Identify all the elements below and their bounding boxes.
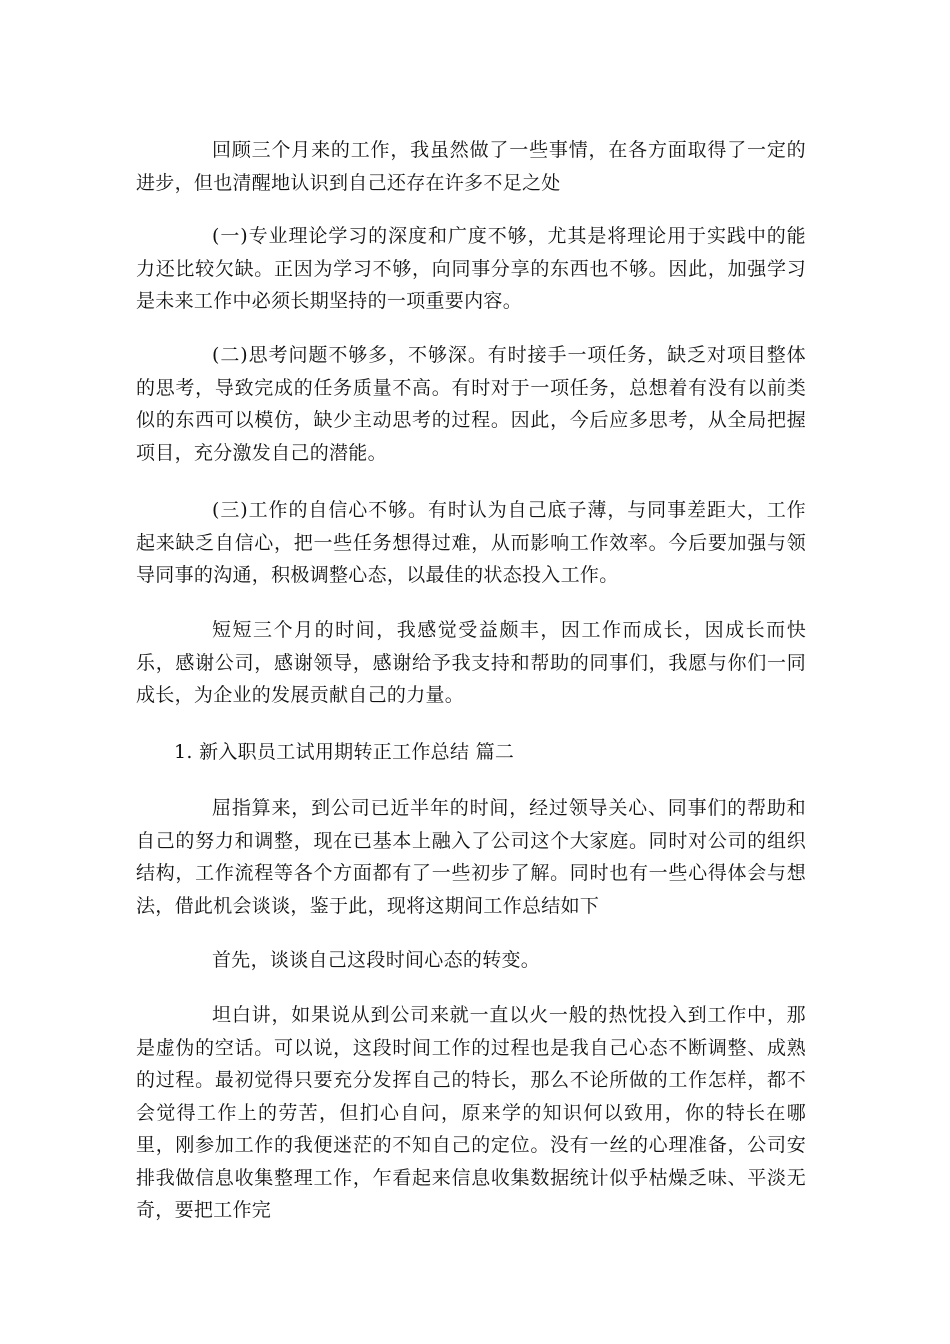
paragraph-shortcoming-2: (二)思考问题不够多，不够深。有时接手一项任务，缺乏对项目整体的思考，导致完成的任务质量不高。有时对于一项任务，总想着有没有以前类似的东西可以模仿，缺少主动思考的过程。因此，今后应多思考，从全局把握项目，充分激发自己的潜能。 (136, 344, 806, 464)
paragraph-conclusion: 短短三个月的时间，我感觉受益颇丰，因工作而成长，因成长而快乐，感谢公司，感谢领导，感谢给予我支持和帮助的同事们，我愿与你们一同成长，为企业的发展贡献自己的力量。 (136, 619, 806, 706)
paragraph-shortcoming-3: (三)工作的自信心不够。有时认为自己底子薄，与同事差距大，工作起来缺乏自信心，把一些任务想得过难，从而影响工作效率。今后要加强与领导同事的沟通，积极调整心态，以最佳的状态投入工作。 (136, 499, 806, 586)
paragraph-review-intro: 回顾三个月来的工作，我虽然做了一些事情，在各方面取得了一定的进步，但也清醒地认识到自己还存在许多不足之处 (136, 139, 806, 194)
paragraph-shortcoming-1: (一)专业理论学习的深度和广度不够，尤其是将理论用于实践中的能力还比较欠缺。正因为学习不够，向同事分享的东西也不够。因此，加强学习是未来工作中必须长期坚持的一项重要内容。 (136, 225, 806, 312)
paragraph-section-intro: 屈指算来，到公司已近半年的时间，经过领导关心、同事们的帮助和自己的努力和调整，现在已基本上融入了公司这个大家庭。同时对公司的组织结构，工作流程等各个方面都有了一些初步了解。同时也有一些心得体会与想法，借此机会谈谈，鉴于此，现将这期间工作总结如下 (136, 797, 806, 917)
paragraph-mindset-body: 坦白讲，如果说从到公司来就一直以火一般的热忱投入到工作中，那是虚伪的空话。可以说，这段时间工作的过程也是我自己心态不断调整、成熟的过程。最初觉得只要充分发挥自己的特长，那么不论所做的工作怎样，都不会觉得工作上的劳苦，但扪心自问，原来学的知识何以致用，你的特长在哪里，刚参加工作的我便迷茫的不知自己的定位。没有一丝的心理准备，公司安排我做信息收集整理工作，乍看起来信息收集数据统计似乎枯燥乏味、平淡无奇，要把工作完 (136, 1004, 806, 1221)
section-heading: 1. 新入职员工试用期转正工作总结 篇二 (174, 741, 515, 763)
paragraph-mindset-heading: 首先，谈谈自己这段时间心态的转变。 (212, 949, 541, 971)
